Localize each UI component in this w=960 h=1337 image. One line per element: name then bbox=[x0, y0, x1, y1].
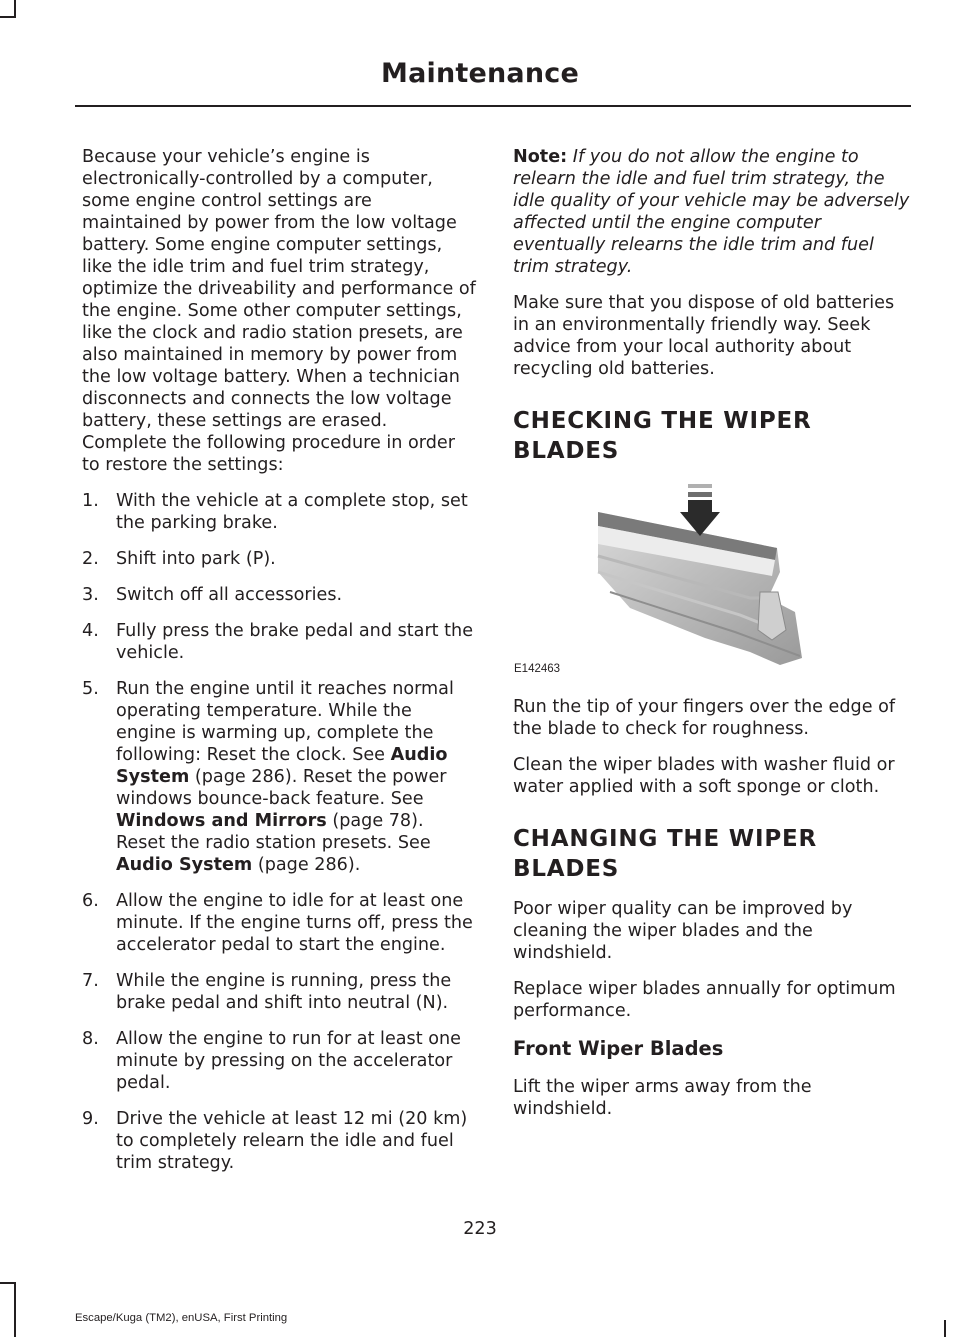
list-item bbox=[82, 620, 477, 664]
step-text: Allow the engine to run for at least one minute by pressing on the accelerator pedal. bbox=[116, 1029, 461, 1093]
step-text: With the vehicle at a complete stop, set the parking brake. bbox=[116, 491, 468, 533]
check-paragraph: Clean the wiper blades with washer fluid or water applied with a soft sponge or cloth. bbox=[513, 755, 895, 797]
heading-line: CHANGING THE WIPER bbox=[513, 826, 818, 852]
list-item bbox=[82, 970, 477, 1014]
step-text: Allow the engine to idle for at least one minute. If the engine turns off, press the accelerator pedal to start the engine. bbox=[116, 891, 473, 955]
procedure-list bbox=[82, 490, 477, 1174]
cross-reference-link[interactable]: Windows and Mirrors bbox=[116, 811, 327, 831]
step-text: (page 286). Reset the power windows bounce-back feature. See bbox=[116, 767, 447, 809]
step-number: 3. bbox=[82, 585, 99, 605]
heading-line: CHECKING THE WIPER bbox=[513, 408, 812, 434]
note-text: If you do not allow the engine to relearn the idle and fuel trim strategy, the idle quality of your vehicle may be adversely affected until the engine computer eventually relearns the idle trim and fuel trim strategy. bbox=[513, 147, 910, 277]
step-number: 7. bbox=[82, 971, 99, 991]
footer-text: Escape/Kuga (TM2), enUSA, First Printing bbox=[75, 1312, 288, 1324]
list-item bbox=[82, 490, 477, 534]
front-paragraph: Lift the wiper arms away from the windshield. bbox=[513, 1077, 812, 1119]
cross-reference-link[interactable]: Audio System bbox=[116, 855, 253, 875]
list-item bbox=[82, 548, 477, 570]
right-column bbox=[513, 146, 911, 1134]
list-item bbox=[82, 890, 477, 956]
note-label: Note: bbox=[513, 147, 568, 167]
crop-mark-bottom-left bbox=[14, 1282, 16, 1337]
crop-mark-top-left-h bbox=[0, 16, 16, 18]
crop-mark-bottom-left-h bbox=[0, 1282, 16, 1284]
step-text: Shift into park (P). bbox=[116, 549, 276, 569]
step-number: 2. bbox=[82, 549, 99, 569]
step-text: Run the engine until it reaches normal operating temperature. While the engine is warming up, complete the following: Reset the clock. See bbox=[116, 679, 454, 765]
step-number: 9. bbox=[82, 1109, 99, 1129]
header-rule bbox=[75, 105, 911, 107]
step-text: (page 78). Reset the radio station presets. See bbox=[116, 811, 431, 853]
step-text: Drive the vehicle at least 12 mi (20 km) to completely relearn the idle and fuel trim strategy. bbox=[116, 1109, 468, 1173]
heading-line: BLADES bbox=[513, 438, 620, 464]
intro-paragraph: Because your vehicle’s engine is electronically-controlled by a computer, some engine control settings are maintained by power from the low voltage battery. Some engine computer settings, like the idle trim and fuel trim strategy, optimize the driveability and performance of the engine. Some other computer settings, like the clock and radio station presets, are also maintained in memory by power from the low voltage battery. When a technician disconnects and connects the low voltage battery, these settings are erased. Complete the following procedure in order to restore the settings: bbox=[82, 147, 476, 475]
list-item bbox=[82, 1028, 477, 1094]
step-text: Fully press the brake pedal and start the vehicle. bbox=[116, 621, 474, 663]
list-item bbox=[82, 1108, 477, 1174]
step-text: While the engine is running, press the brake pedal and shift into neutral (N). bbox=[116, 971, 452, 1013]
section-heading-changing bbox=[513, 824, 911, 884]
cross-reference-link[interactable]: Audio System bbox=[116, 745, 448, 787]
step-text: Switch off all accessories. bbox=[116, 585, 343, 605]
wiper-blade-illustration bbox=[510, 480, 818, 680]
check-paragraph: Run the tip of your fingers over the edge of the blade to check for roughness. bbox=[513, 697, 896, 739]
figure-code: E142463 bbox=[514, 663, 561, 675]
list-item bbox=[82, 584, 477, 606]
step-number: 4. bbox=[82, 621, 99, 641]
step-text: (page 286). bbox=[252, 855, 361, 875]
left-column bbox=[82, 146, 477, 1188]
heading-line: BLADES bbox=[513, 856, 620, 882]
step-number: 6. bbox=[82, 891, 99, 911]
crop-mark-bottom-right bbox=[944, 1320, 946, 1337]
subheading-front-wiper-blades: Front Wiper Blades bbox=[513, 1037, 724, 1060]
section-heading-checking bbox=[513, 406, 911, 466]
wiper-blade-icon bbox=[510, 480, 818, 680]
step-number: 5. bbox=[82, 679, 99, 699]
change-paragraph: Poor wiper quality can be improved by cleaning the wiper blades and the windshield. bbox=[513, 899, 853, 963]
step-number: 1. bbox=[82, 491, 99, 511]
dispose-paragraph: Make sure that you dispose of old batteries in an environmentally friendly way. Seek advice from your local authority about recycling old batteries. bbox=[513, 293, 895, 379]
page-number: 223 bbox=[463, 1219, 497, 1239]
note-paragraph bbox=[513, 146, 911, 278]
page-header-title: Maintenance bbox=[381, 58, 579, 89]
change-paragraph: Replace wiper blades annually for optimum performance. bbox=[513, 979, 896, 1021]
step-number: 8. bbox=[82, 1029, 99, 1049]
list-item bbox=[82, 678, 477, 876]
